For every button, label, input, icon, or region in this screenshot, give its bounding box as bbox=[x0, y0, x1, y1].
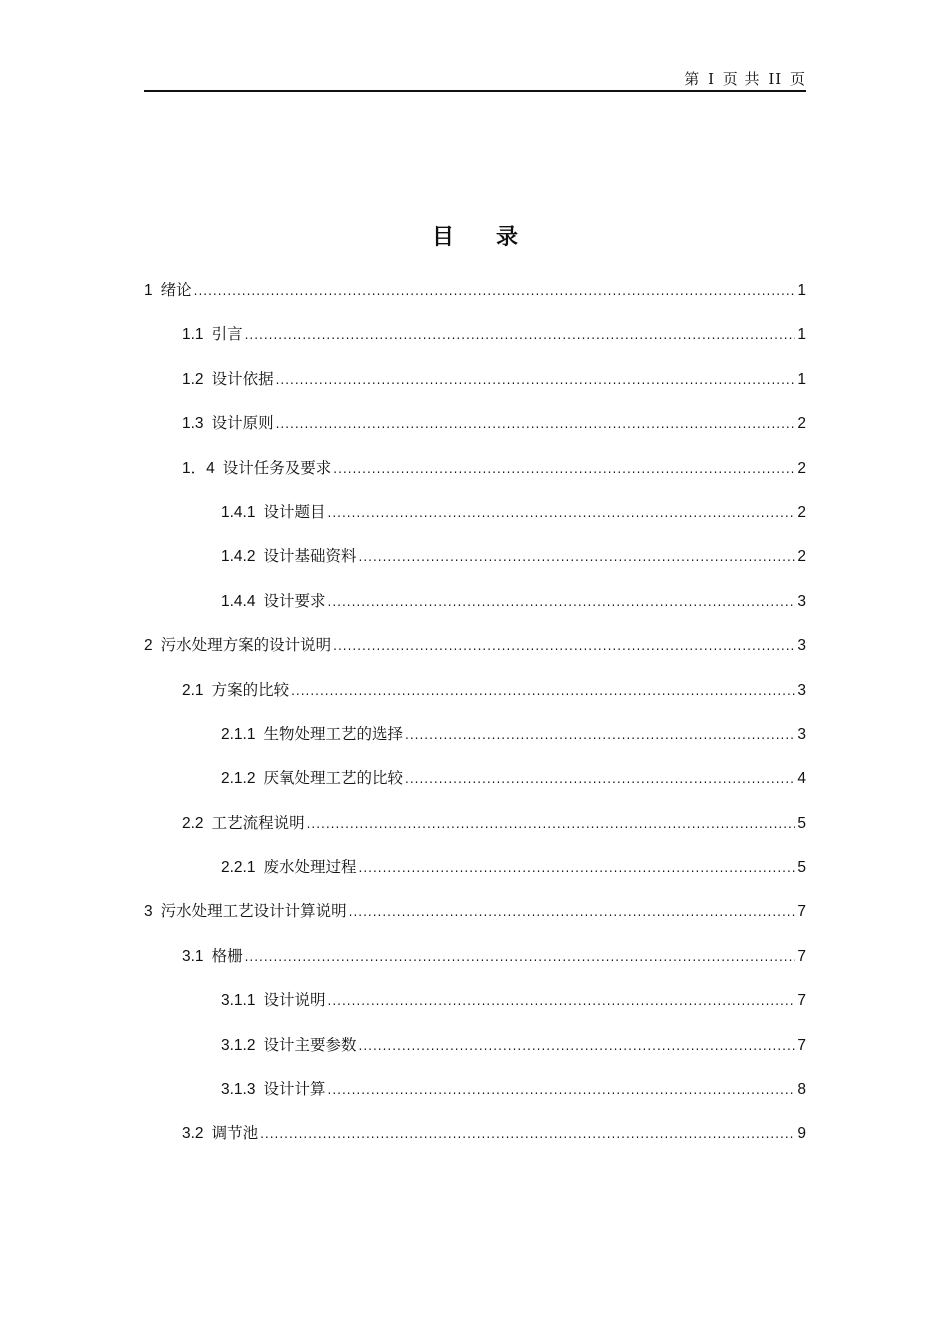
toc-entry-number: 3.1 bbox=[182, 947, 204, 965]
toc-title-right: 录 bbox=[496, 225, 519, 250]
toc-entry[interactable] bbox=[144, 500, 806, 544]
toc-entry-number: 1 bbox=[144, 282, 153, 299]
toc-entry-title: 设计说明 bbox=[263, 991, 326, 1010]
toc-entry-title: 设计计算 bbox=[263, 1080, 326, 1099]
toc-entry-number: 2.1.1 bbox=[221, 725, 256, 743]
toc-entry-leader bbox=[359, 1039, 796, 1053]
toc-entry-leader bbox=[260, 1127, 795, 1141]
toc-entry-page: 1 bbox=[797, 282, 806, 299]
toc-entry-page: 7 bbox=[797, 1036, 806, 1054]
toc-entry-page: 7 bbox=[797, 992, 806, 1010]
toc-entry-page: 2 bbox=[797, 503, 806, 521]
toc-entry-leader bbox=[359, 861, 796, 875]
toc-entry-number: 2.1 bbox=[182, 681, 204, 699]
toc-entry[interactable] bbox=[144, 589, 806, 633]
toc-entry-page: 3 bbox=[797, 592, 806, 610]
header-current-page: I bbox=[708, 70, 715, 88]
toc-entry-number: 2.2.1 bbox=[221, 859, 256, 877]
toc-entry-page: 1 bbox=[797, 370, 806, 388]
toc-entry-title: 厌氧处理工艺的比较 bbox=[263, 769, 403, 788]
header-prefix: 第 bbox=[684, 70, 701, 88]
toc-entry-title: 方案的比较 bbox=[211, 680, 290, 699]
toc-entry-number: 1.1 bbox=[182, 326, 204, 344]
toc-entry-leader bbox=[349, 905, 796, 919]
toc-entry-title: 污水处理方案的设计说明 bbox=[160, 636, 332, 655]
toc-entry-title: 设计依据 bbox=[211, 369, 274, 388]
toc-title-left: 目 bbox=[431, 225, 454, 250]
toc-entry-page: 2 bbox=[797, 459, 806, 477]
toc-entry-leader bbox=[333, 462, 795, 476]
toc-entry[interactable] bbox=[144, 411, 806, 455]
toc-entry-number: 1．4 bbox=[182, 459, 215, 477]
toc-entry-number: 1.3 bbox=[182, 415, 204, 433]
toc-entry[interactable] bbox=[144, 456, 806, 500]
header-suffix: 页 bbox=[789, 70, 806, 88]
toc-entry[interactable] bbox=[144, 367, 806, 411]
toc-entry-number: 1.4.2 bbox=[221, 548, 256, 566]
toc-entry-title: 绪论 bbox=[160, 281, 192, 299]
toc-entry-title: 生物处理工艺的选择 bbox=[263, 724, 403, 743]
toc-entry-leader bbox=[328, 994, 796, 1008]
toc-entry-page: 3 bbox=[797, 681, 806, 699]
toc-entry-page: 2 bbox=[797, 548, 806, 566]
toc-entry-leader bbox=[307, 817, 796, 831]
toc-entry-title: 格栅 bbox=[211, 946, 243, 965]
toc-entry-title: 废水处理过程 bbox=[263, 858, 357, 877]
toc-entry-leader bbox=[291, 684, 795, 698]
toc-entry[interactable] bbox=[144, 766, 806, 810]
toc-entry-title: 设计任务及要求 bbox=[222, 458, 332, 477]
toc-entry-title: 设计原则 bbox=[211, 414, 274, 433]
table-of-contents bbox=[144, 278, 806, 1166]
toc-entry-leader bbox=[359, 550, 796, 564]
toc-entry-page: 7 bbox=[797, 903, 806, 921]
toc-entry-leader bbox=[245, 328, 796, 342]
toc-entry-page: 5 bbox=[797, 814, 806, 832]
toc-entry-title: 设计基础资料 bbox=[263, 547, 357, 566]
toc-entry[interactable] bbox=[144, 811, 806, 855]
toc-entry[interactable] bbox=[144, 544, 806, 588]
toc-entry[interactable] bbox=[144, 722, 806, 766]
toc-entry-number: 1.4.1 bbox=[221, 503, 256, 521]
toc-entry-page: 9 bbox=[797, 1125, 806, 1143]
toc-entry-page: 2 bbox=[797, 415, 806, 433]
toc-entry[interactable] bbox=[144, 944, 806, 988]
toc-entry-page: 4 bbox=[797, 770, 806, 788]
toc-entry-leader bbox=[194, 284, 796, 298]
toc-entry-page: 3 bbox=[797, 637, 806, 655]
toc-entry[interactable] bbox=[144, 633, 806, 677]
toc-entry-number: 2.1.2 bbox=[221, 770, 256, 788]
toc-entry[interactable] bbox=[144, 322, 806, 366]
toc-entry-leader bbox=[328, 1083, 796, 1097]
toc-entry-leader bbox=[333, 639, 795, 653]
toc-entry-page: 7 bbox=[797, 947, 806, 965]
toc-entry-page: 1 bbox=[797, 326, 806, 344]
toc-entry-page: 3 bbox=[797, 725, 806, 743]
header-total-pages: II bbox=[768, 70, 783, 88]
toc-entry[interactable] bbox=[144, 1033, 806, 1077]
toc-entry-title: 引言 bbox=[211, 325, 243, 344]
toc-entry-title: 工艺流程说明 bbox=[211, 813, 305, 832]
toc-entry-title: 设计题目 bbox=[263, 502, 326, 521]
toc-entry-page: 8 bbox=[797, 1081, 806, 1099]
toc-entry-page: 5 bbox=[797, 859, 806, 877]
page-header bbox=[144, 68, 806, 92]
header-mid: 页 共 bbox=[722, 70, 761, 88]
toc-entry-leader bbox=[328, 595, 796, 609]
toc-entry-title: 污水处理工艺设计计算说明 bbox=[160, 902, 347, 921]
toc-entry-number: 3.1.2 bbox=[221, 1036, 256, 1054]
toc-entry[interactable] bbox=[144, 855, 806, 899]
toc-entry-number: 1.4.4 bbox=[221, 592, 256, 610]
toc-entry-leader bbox=[276, 373, 796, 387]
toc-entry-number: 3.2 bbox=[182, 1125, 204, 1143]
toc-entry-leader bbox=[405, 728, 795, 742]
toc-entry-title: 设计要求 bbox=[263, 591, 326, 610]
toc-entry-leader bbox=[405, 772, 795, 786]
toc-entry-leader bbox=[276, 417, 796, 431]
toc-entry[interactable] bbox=[144, 278, 806, 322]
toc-title bbox=[0, 220, 950, 251]
toc-entry-leader bbox=[328, 506, 796, 520]
toc-entry[interactable] bbox=[144, 988, 806, 1032]
toc-entry-leader bbox=[245, 950, 796, 964]
toc-entry-number: 1.2 bbox=[182, 370, 204, 388]
toc-entry-number: 3 bbox=[144, 903, 153, 921]
toc-entry-number: 3.1.1 bbox=[221, 992, 256, 1010]
toc-entry-title: 设计主要参数 bbox=[263, 1035, 357, 1054]
toc-entry[interactable] bbox=[144, 1077, 806, 1121]
toc-entry-number: 2.2 bbox=[182, 814, 204, 832]
toc-entry-title: 调节池 bbox=[211, 1124, 259, 1143]
toc-entry[interactable] bbox=[144, 1121, 806, 1165]
toc-entry-number: 2 bbox=[144, 637, 153, 655]
toc-entry[interactable] bbox=[144, 678, 806, 722]
toc-entry[interactable] bbox=[144, 899, 806, 943]
toc-entry-number: 3.1.3 bbox=[221, 1081, 256, 1099]
